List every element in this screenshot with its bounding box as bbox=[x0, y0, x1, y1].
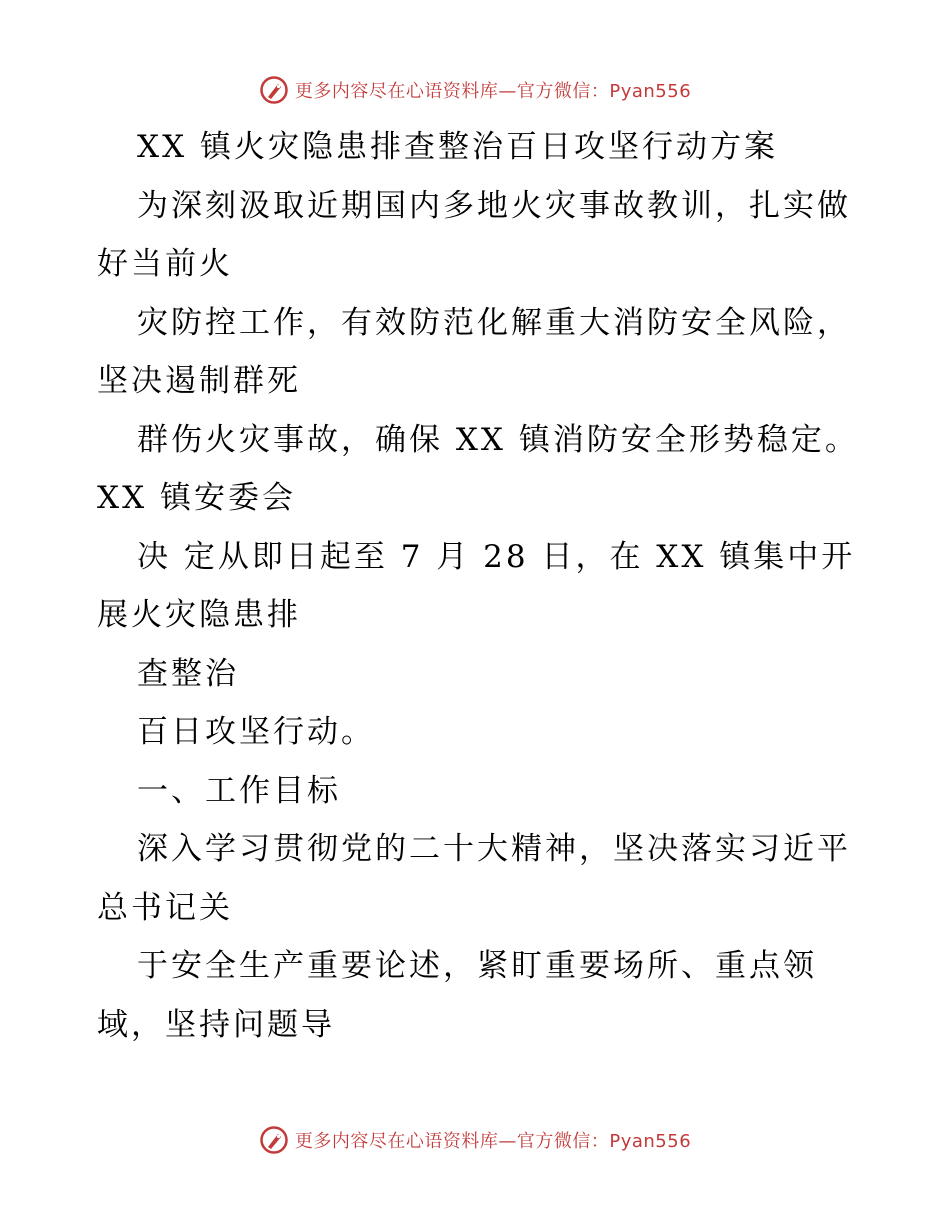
paragraph-line: 深入学习贯彻党的二十大精神，坚决落实习近平 bbox=[137, 831, 851, 867]
paragraph-line: 总书记关 bbox=[97, 889, 233, 926]
document-title: XX 镇火灾隐患排查整治百日攻坚行动方案 bbox=[137, 129, 778, 165]
footer-banner bbox=[0, 1120, 950, 1160]
paragraph-line: 查整治 bbox=[137, 655, 239, 692]
footer-banner-text: 更多内容尽在心语资料库—官方微信：Pyan556 bbox=[294, 1131, 692, 1152]
paragraph-line: 为深刻汲取近期国内多地火灾事故教训，扎实做 bbox=[137, 187, 851, 224]
paragraph-line: 域，坚持问题导 bbox=[97, 1006, 335, 1043]
header-banner-text: 更多内容尽在心语资料库—官方微信：Pyan556 bbox=[294, 81, 692, 102]
paragraph-line: 灾防控工作，有效防范化解重大消防安全风险， bbox=[137, 304, 851, 341]
pen-nib-icon bbox=[259, 75, 289, 105]
pen-nib-icon bbox=[259, 1125, 289, 1155]
paragraph-line: 展火灾隐患排 bbox=[97, 597, 301, 633]
header-banner bbox=[0, 70, 950, 110]
paragraph-line: 坚决遏制群死 bbox=[97, 363, 301, 399]
paragraph-line: 好当前火 bbox=[97, 246, 233, 282]
paragraph-line: XX 镇安委会 bbox=[97, 480, 296, 516]
section-heading: 一、工作目标 bbox=[137, 772, 341, 809]
document-body bbox=[97, 118, 857, 1054]
paragraph-line: 决 定从即日起至 7 月 28 日，在 XX 镇集中开 bbox=[137, 538, 856, 575]
paragraph-line: 群伤火灾事故，确保 XX 镇消防安全形势稳定。 bbox=[137, 421, 859, 458]
paragraph-line: 于安全生产重要论述，紧盯重要场所、重点领 bbox=[137, 948, 817, 984]
paragraph-line: 百日攻坚行动。 bbox=[137, 714, 375, 750]
